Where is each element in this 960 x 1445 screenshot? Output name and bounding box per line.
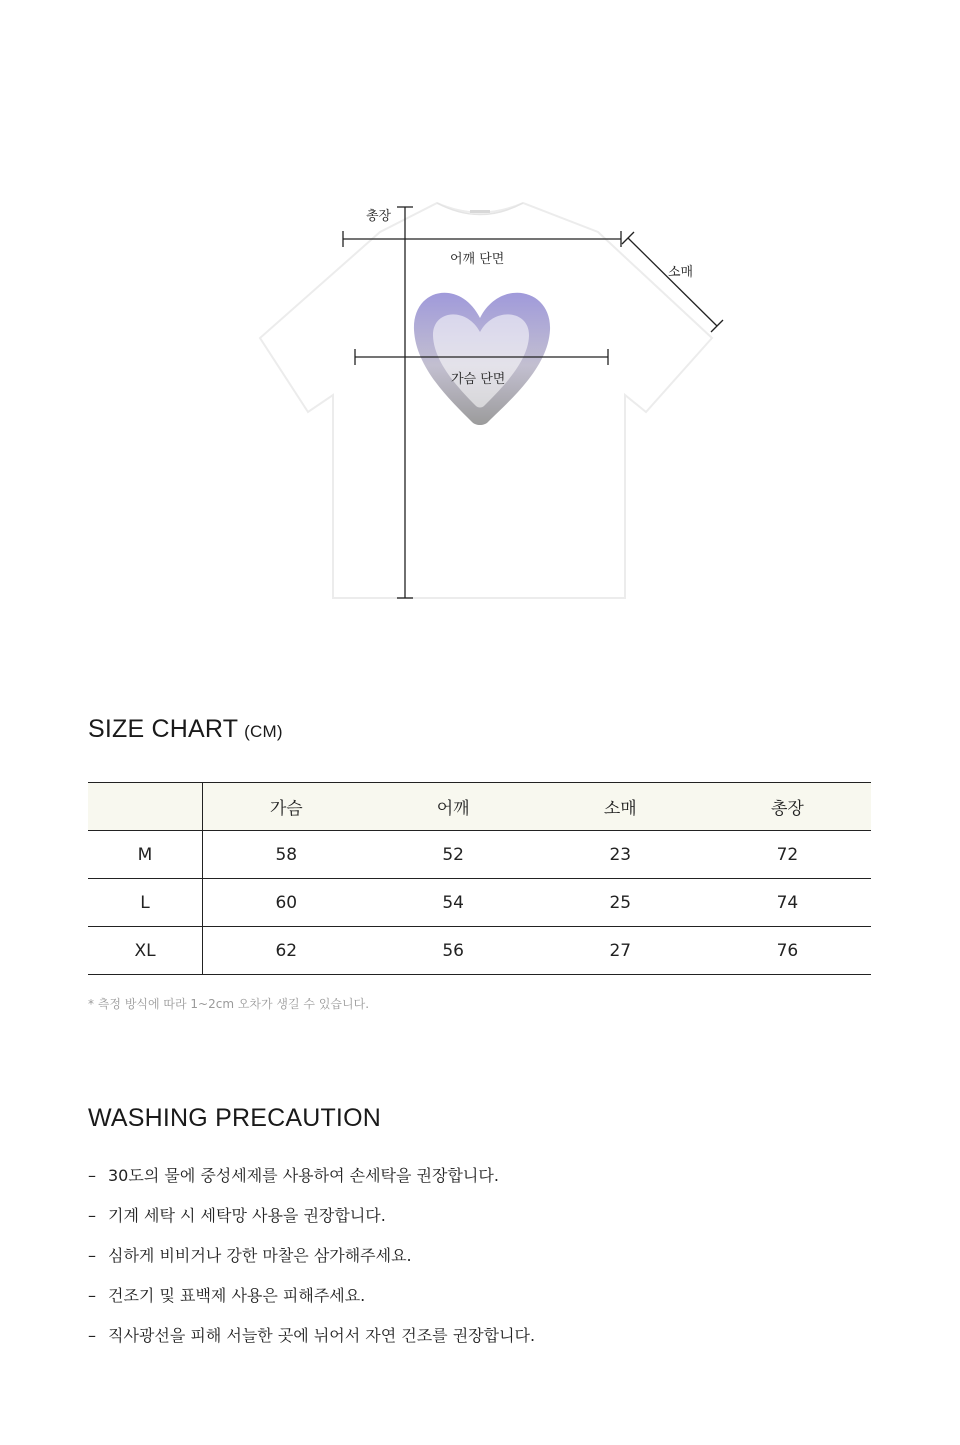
washing-title: WASHING PRECAUTION bbox=[88, 1104, 381, 1132]
header-length: 총장 bbox=[704, 783, 871, 831]
measurement-diagram bbox=[0, 0, 960, 660]
sleeve-cell: 27 bbox=[537, 927, 704, 975]
washing-item-text: 직사광선을 피해 서늘한 곳에 뉘어서 자연 건조를 권장합니다. bbox=[108, 1326, 536, 1345]
washing-item-text: 30도의 물에 중성세제를 사용하여 손세탁을 권장합니다. bbox=[108, 1166, 499, 1185]
washing-item-text: 심하게 비비거나 강한 마찰은 삼가해주세요. bbox=[108, 1246, 412, 1265]
chest-label: 가슴 단면 bbox=[451, 372, 506, 387]
washing-item-text: 건조기 및 표백제 사용은 피해주세요. bbox=[108, 1286, 366, 1305]
list-item: – 건조기 및 표백제 사용은 피해주세요. bbox=[88, 1286, 366, 1305]
size-chart-unit: (CM) bbox=[244, 722, 283, 741]
header-shoulder: 어깨 bbox=[370, 783, 537, 831]
header-sleeve: 소매 bbox=[537, 783, 704, 831]
table-row bbox=[88, 927, 871, 975]
size-cell: XL bbox=[88, 927, 203, 975]
table-header-row bbox=[88, 783, 871, 831]
header-size bbox=[88, 783, 203, 831]
size-cell: L bbox=[88, 879, 203, 927]
list-item: – 기계 세탁 시 세탁망 사용을 권장합니다. bbox=[88, 1206, 386, 1225]
length-cell: 72 bbox=[704, 831, 871, 879]
size-cell: M bbox=[88, 831, 203, 879]
sleeve-label: 소매 bbox=[668, 265, 694, 280]
sleeve-cell: 23 bbox=[537, 831, 704, 879]
header-chest: 가슴 bbox=[203, 783, 370, 831]
size-chart-title bbox=[88, 715, 283, 744]
sleeve-cell: 25 bbox=[537, 879, 704, 927]
chest-cell: 60 bbox=[203, 879, 370, 927]
shoulder-label: 어깨 단면 bbox=[450, 252, 505, 267]
washing-list bbox=[88, 1164, 535, 1364]
total-length-label: 총장 bbox=[366, 209, 392, 224]
measurement-note: * 측정 방식에 따라 1~2cm 오차가 생길 수 있습니다. bbox=[88, 997, 370, 1011]
washing-item-text: 기계 세탁 시 세탁망 사용을 권장합니다. bbox=[108, 1206, 386, 1225]
shoulder-cell: 54 bbox=[370, 879, 537, 927]
size-chart-table bbox=[88, 782, 871, 975]
length-cell: 74 bbox=[704, 879, 871, 927]
list-item: – 직사광선을 피해 서늘한 곳에 뉘어서 자연 건조를 권장합니다. bbox=[88, 1326, 536, 1345]
shoulder-cell: 52 bbox=[370, 831, 537, 879]
chest-cell: 58 bbox=[203, 831, 370, 879]
table-row bbox=[88, 879, 871, 927]
size-chart-title-text: SIZE CHART bbox=[88, 715, 239, 743]
table-row bbox=[88, 831, 871, 879]
shoulder-cell: 56 bbox=[370, 927, 537, 975]
length-cell: 76 bbox=[704, 927, 871, 975]
list-item: – 심하게 비비거나 강한 마찰은 삼가해주세요. bbox=[88, 1246, 412, 1265]
list-item: – 30도의 물에 중성세제를 사용하여 손세탁을 권장합니다. bbox=[88, 1166, 499, 1185]
chest-cell: 62 bbox=[203, 927, 370, 975]
